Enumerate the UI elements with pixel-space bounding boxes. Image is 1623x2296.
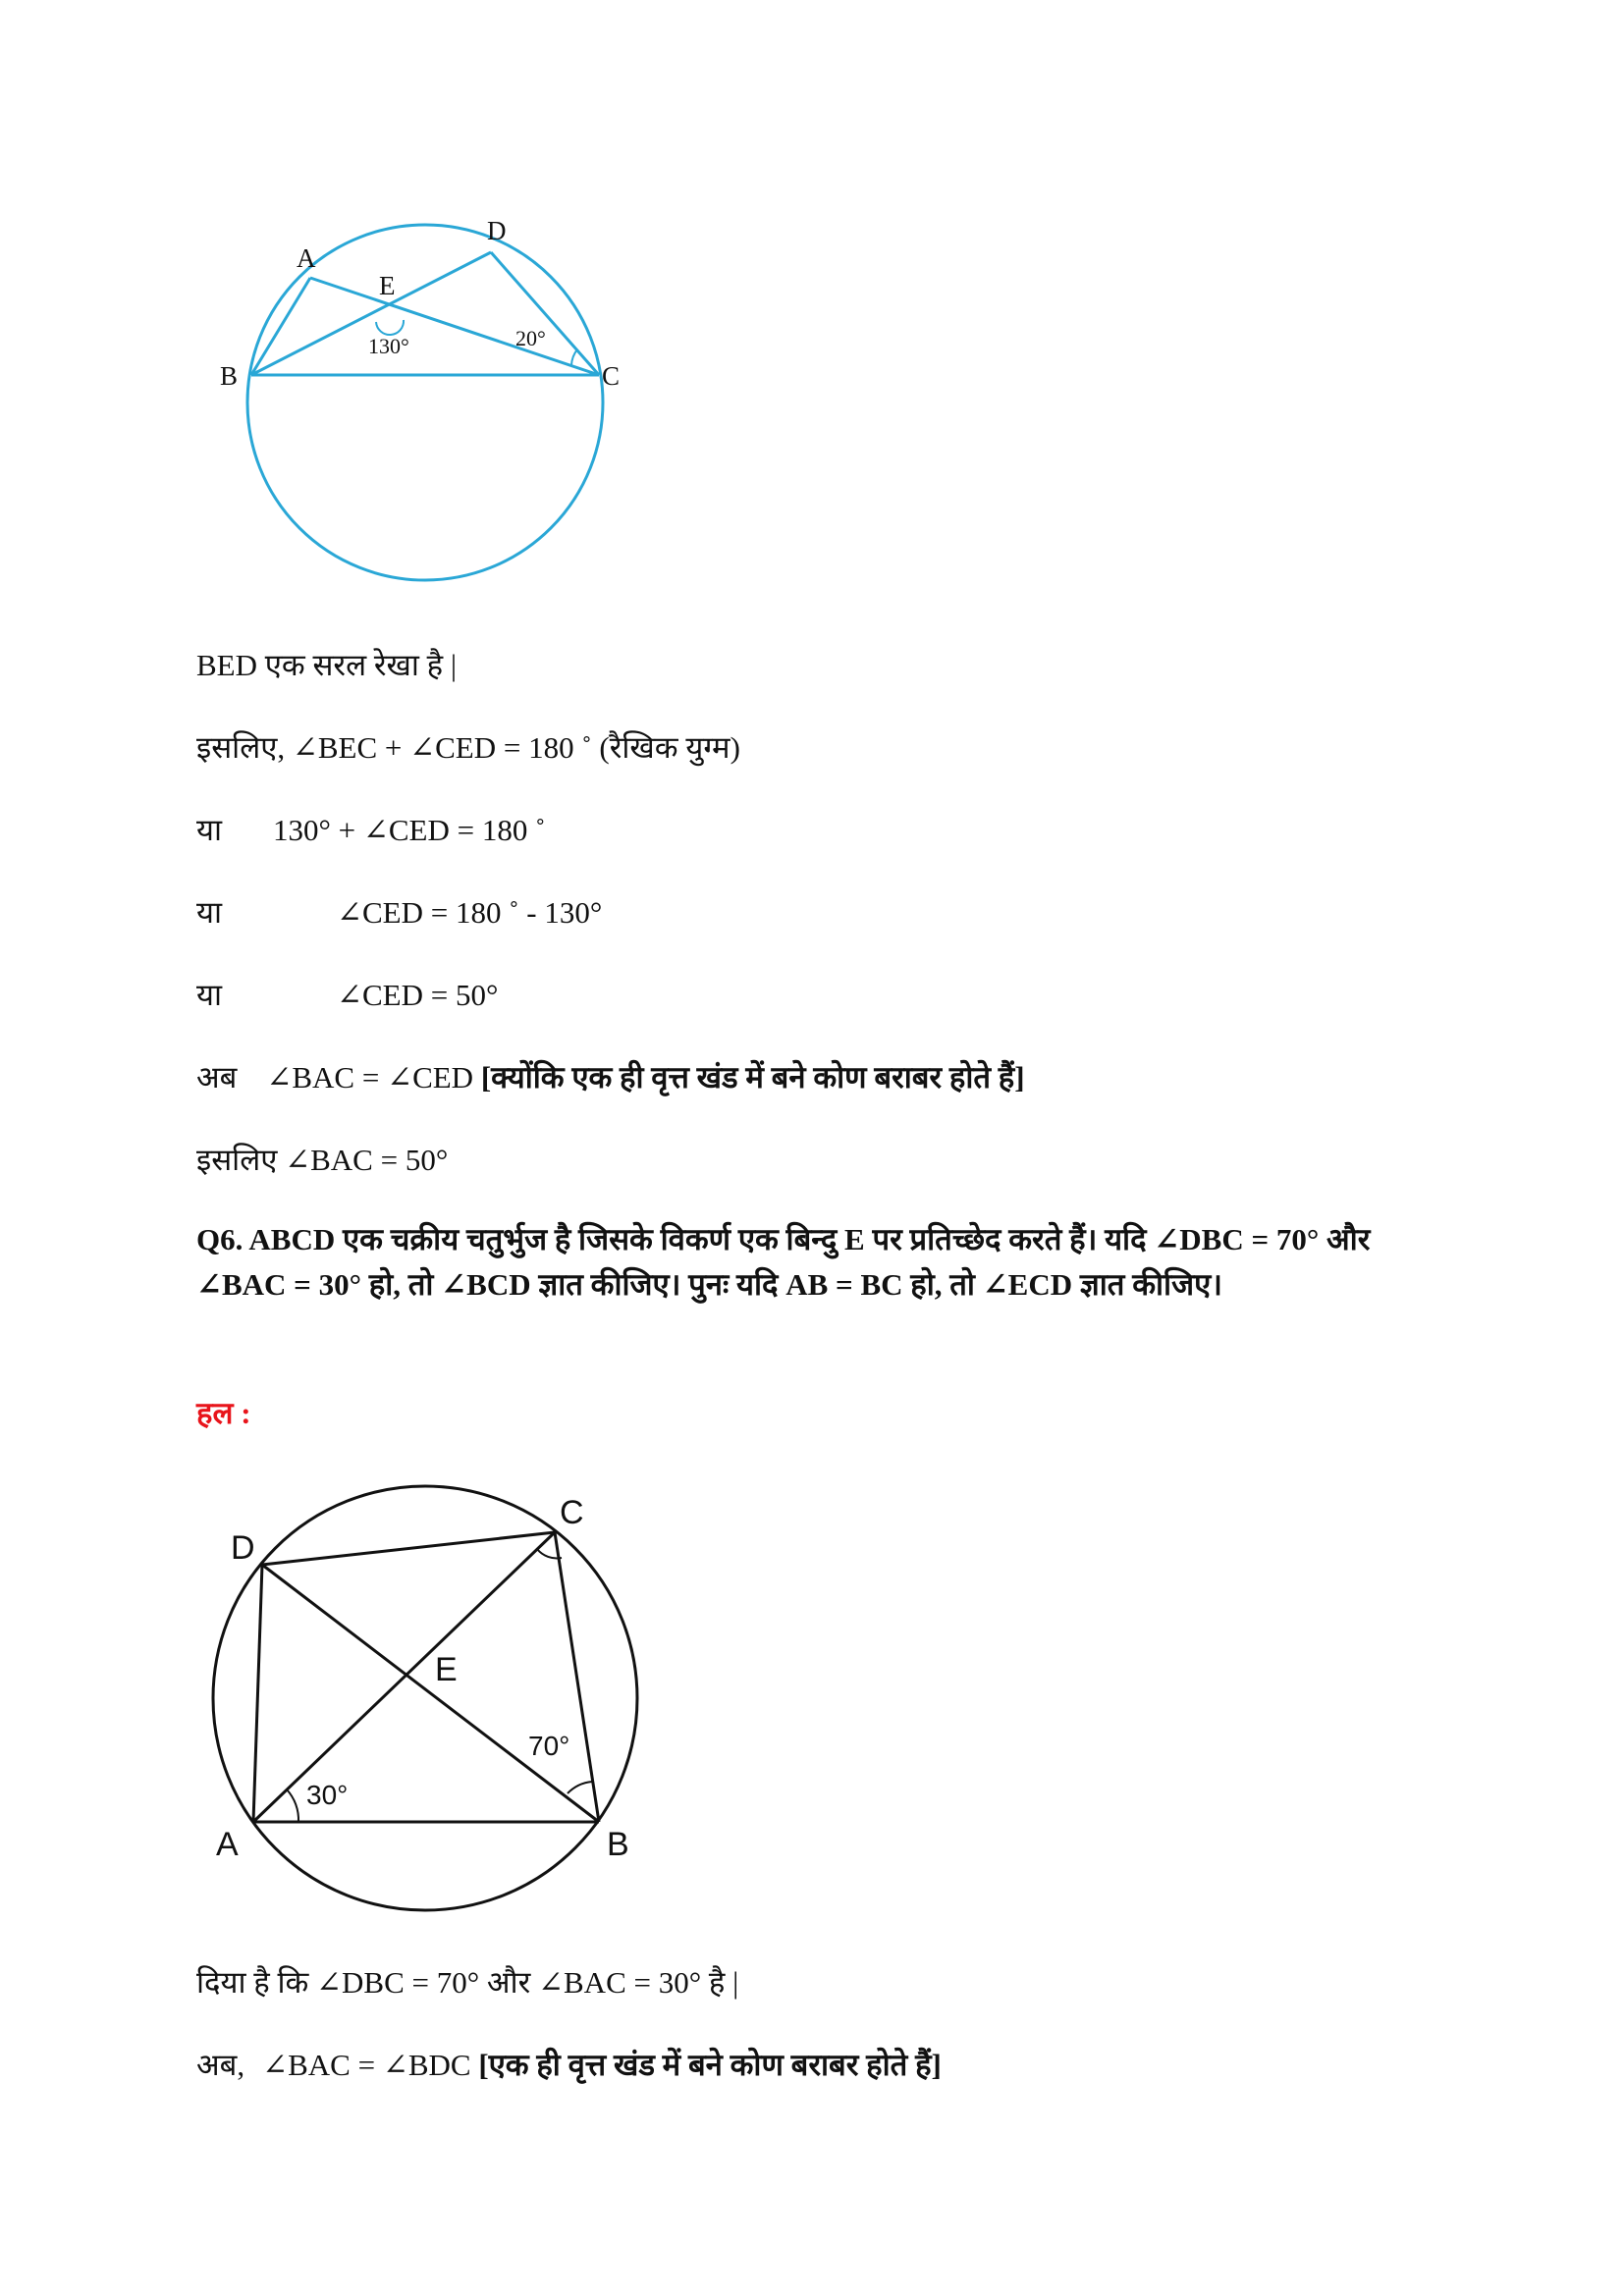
- text-line-8: दिया है कि ∠DBC = 70° और ∠BAC = 30° है |: [196, 1965, 739, 2000]
- text-prefix: या: [196, 978, 223, 1012]
- text-reason: [क्योंकि एक ही वृत्त खंड में बने कोण बराबर होते हैं]: [480, 1060, 1025, 1095]
- text-prefix: अब,: [196, 2048, 245, 2082]
- diagonal-AC: [253, 1532, 555, 1822]
- side-CD: [262, 1532, 555, 1565]
- label-B: B: [607, 1826, 629, 1863]
- angle-label-30: 30°: [306, 1780, 349, 1810]
- text-line-9: [196, 2046, 942, 2085]
- figure-cyclic-diagram-1: [196, 206, 668, 609]
- figure-cyclic-diagram-2: [196, 1472, 668, 1924]
- angle-label-70: 70°: [528, 1731, 570, 1761]
- text-line-6: [196, 1058, 1025, 1097]
- label-E: E: [435, 1651, 458, 1688]
- angle-arc-C: [571, 349, 577, 365]
- label-B: B: [220, 361, 239, 391]
- label-C: C: [602, 361, 621, 391]
- text-reason: [एक ही वृत्त खंड में बने कोण बराबर होते हैं]: [478, 2048, 942, 2082]
- text-body: ∠BAC = ∠CED: [266, 1060, 474, 1095]
- text-line-1: BED एक सरल रेखा है |: [196, 648, 458, 682]
- text-prefix: अब: [196, 1060, 238, 1095]
- side-BC: [555, 1532, 599, 1822]
- angle-label-20: 20°: [515, 326, 546, 350]
- label-A: A: [297, 243, 316, 273]
- label-C: C: [560, 1494, 584, 1531]
- text-body: ∠CED = 50°: [337, 978, 499, 1012]
- label-D: D: [487, 216, 507, 245]
- angle-label-130: 130°: [368, 334, 409, 358]
- label-E: E: [379, 271, 396, 300]
- text-body: ∠BAC = ∠BDC: [262, 2048, 471, 2082]
- angle-arc-A: [287, 1789, 298, 1822]
- question-q6: Q6. ABCD एक चक्रीय चतुर्भुज है जिसके विकर्ण एक बिन्दु E पर प्रतिच्छेद करते हैं। यदि ∠DBC = 70° और ∠BAC = 30° हो, तो ∠BCD ज्ञात कीजिए। पुनः यदि AB = BC हो, तो ∠ECD ज्ञात कीजिए।: [196, 1222, 1371, 1302]
- side-DA: [253, 1565, 262, 1822]
- text-line-7: इसलिए ∠BAC = 50°: [196, 1143, 449, 1177]
- circle-2: [213, 1486, 637, 1910]
- label-D: D: [231, 1529, 255, 1567]
- angle-arc-B: [568, 1782, 592, 1793]
- text-body: ∠CED = 180 ˚ - 130°: [337, 895, 603, 930]
- text-prefix: या: [196, 813, 223, 847]
- angle-arc-E: [376, 320, 404, 335]
- solution-label: हल :: [196, 1396, 251, 1430]
- label-A: A: [216, 1826, 239, 1863]
- text-body: 130° + ∠CED = 180 ˚: [273, 813, 546, 847]
- text-line-4: [196, 893, 602, 933]
- text-prefix: या: [196, 895, 223, 930]
- text-line-3: [196, 811, 545, 850]
- text-line-5: [196, 976, 498, 1015]
- text-line-2: इसलिए, ∠BEC + ∠CED = 180 ˚ (रैखिक युग्म): [196, 730, 740, 765]
- circle-1: [247, 225, 603, 580]
